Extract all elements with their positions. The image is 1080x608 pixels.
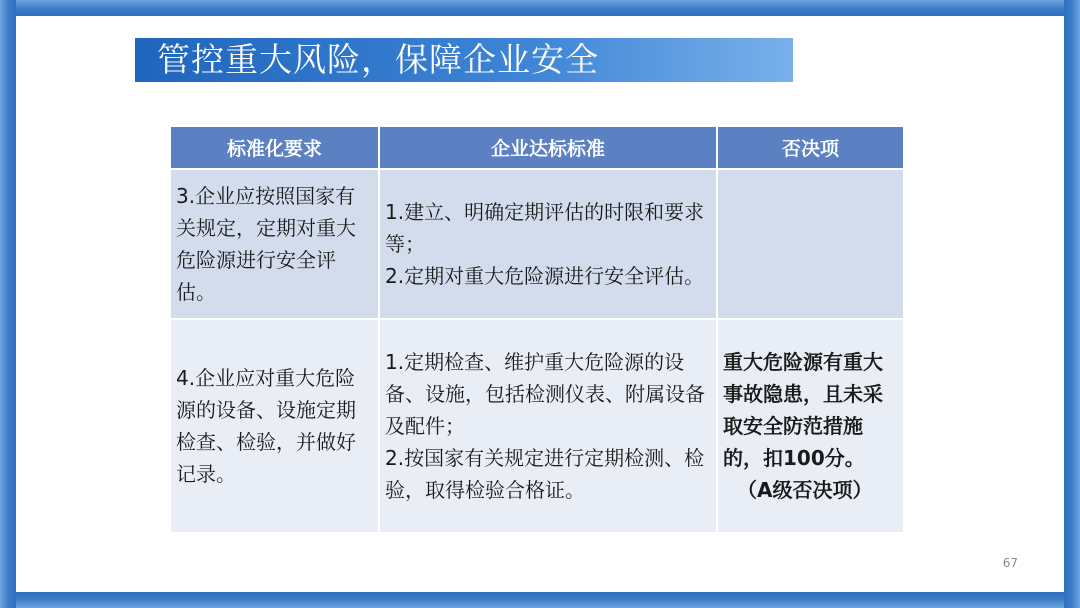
veto-text: 重大危险源有重大事故隐患，且未采取安全防范措施的，扣100分。 <box>723 350 883 470</box>
frame-bottom-border <box>0 592 1080 608</box>
standard-line: 2.定期对重大危险源进行安全评估。 <box>385 264 705 288</box>
header-requirement: 标准化要求 <box>170 126 379 169</box>
requirements-table <box>169 125 905 534</box>
title-banner <box>135 38 793 82</box>
header-veto: 否决项 <box>717 126 904 169</box>
veto-level-note: （A级否决项） <box>737 478 873 502</box>
table-row <box>170 319 904 533</box>
standard-line: 1.建立、明确定期评估的时限和要求等； <box>385 200 705 256</box>
standard-line: 1.定期检查、维护重大危险源的设备、设施，包括检测仪表、附属设备及配件； <box>385 350 705 438</box>
frame-right-border <box>1064 0 1080 608</box>
table-header-row <box>170 126 904 169</box>
requirement-cell: 4.企业应对重大危险源的设备、设施定期检查、检验，并做好记录。 <box>170 319 379 533</box>
header-standard: 企业达标标准 <box>379 126 717 169</box>
table-row <box>170 169 904 319</box>
standard-line: 2.按国家有关规定进行定期检测、检验，取得检验合格证。 <box>385 446 705 502</box>
veto-cell <box>717 169 904 319</box>
veto-cell <box>717 319 904 533</box>
slide-title: 管控重大风险，保障企业安全 <box>157 40 599 79</box>
requirement-cell: 3.企业应按照国家有关规定，定期对重大危险源进行安全评估。 <box>170 169 379 319</box>
page-number: 67 <box>1002 556 1018 570</box>
standard-cell <box>379 169 717 319</box>
frame-top-border <box>0 0 1080 16</box>
slide-canvas <box>16 16 1064 592</box>
frame-left-border <box>0 0 16 608</box>
standard-cell <box>379 319 717 533</box>
